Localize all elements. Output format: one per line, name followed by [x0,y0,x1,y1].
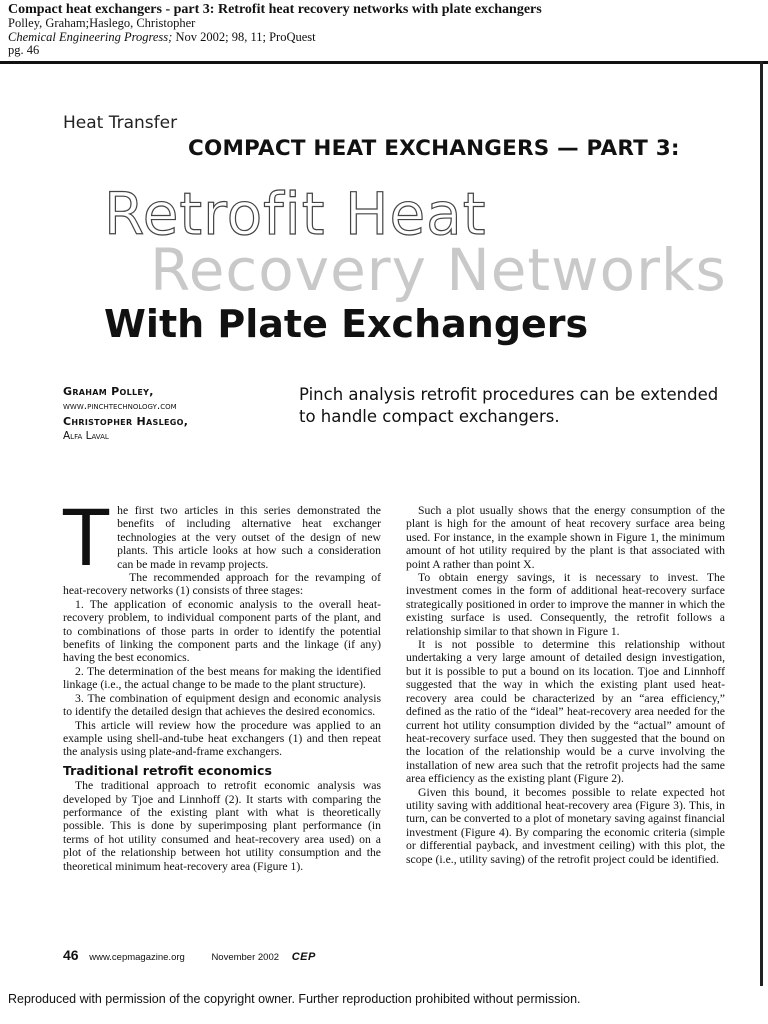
title-line-1: Retrofit Heat [104,180,487,248]
body-column-right [406,504,725,866]
body-column-left [61,492,381,873]
article-dek: Pinch analysis retrofit procedures can be extended to handle compact exchangers. [299,385,719,426]
author-name-1: Graham Polley, [63,385,154,398]
section-kicker: Heat Transfer [63,113,178,133]
body-paragraph: 1. The application of economic analysis to the overall heat-recovery problem, to individual component parts of the plant, and to combinations of those parts in order to identify the potential benefits of linking the component parts and the linkage (if any) having the best economics. [63,597,381,665]
citation-page: pg. 46 [8,43,40,57]
title-line-3: With Plate Exchangers [104,302,589,346]
citation-block [8,2,760,58]
citation-journal: Chemical Engineering Progress; [8,29,173,44]
citation-title: Compact heat exchangers - part 3: Retrofit heat recovery networks with plate exchangers [8,2,542,17]
footer-website: www.cepmagazine.org [89,952,185,963]
footer-magazine: CEP [291,951,316,963]
series-title: COMPACT HEAT EXCHANGERS — PART 3: [188,136,680,161]
body-paragraph: This article will review how the procedure was applied to an example using shell-and-tube heat exchangers (1) and then repeat the analysis using plate-and-frame exchangers. [63,718,381,759]
author-affiliation-2: Alfa Laval [63,430,109,442]
title-line-2: Recovery Networks [150,236,727,304]
body-paragraph: Such a plot usually shows that the energy consumption of the plant is high for the amount of heat recovery surface area being used. For instance, in the example shown in Figure 1, the minimum amount of hot utility required by the plant is that associated with point A rather than point X. [406,504,725,571]
citation-source [8,31,760,45]
citation-authors: Polley, Graham;Haslego, Christopher [8,16,196,30]
author-name-2: Christopher Haslego, [63,415,189,428]
author-affiliation-1: www.pinchtechnology.com [63,400,177,412]
body-paragraph: 2. The determination of the best means for making the identified linkage (i.e., the actual change to be made to the plant structure). [63,664,381,692]
body-paragraph: The traditional approach to retrofit economic analysis was developed by Tjoe and Linnhoff (2). It starts with comparing the performance of the existing plant with what is theoretically possible. This is done by superimposing plant performance (in terms of hot utility consumed and heat-recovery area used) on a plot of the relationship between hot utility consumption and the theoretical minimum heat-recovery area (Figure 1). [63,779,381,873]
copyright-notice: Reproduced with permission of the copyright owner. Further reproduction prohibited without permission. [8,992,581,1006]
citation-issue: Nov 2002; 98, 11; ProQuest [172,29,316,44]
body-paragraph: It is not possible to determine this relationship without undertaking a very large amount of detailed design investigation, but it is possible to put a bound on its location. Tjoe and Linnhoff suggested that the way in which the existing plant used heat-recovery area could be characterized by an “area efficiency,” defined as the ratio of the “ideal” heat-recovery area needed for the current hot utility consumption divided by the “actual” amount of heat-recovery surface used. They then suggested that the bound on the location of the relationship would be a curve involving the installation of new area such that the retrofit projects had the same area efficiency as the existing plant (Figure 2). [406,638,725,786]
page-number: 46 [63,947,79,963]
page-top-border [0,61,768,64]
page-footer [63,947,316,963]
body-paragraph: To obtain energy savings, it is necessary to invest. The investment comes in the form of additional heat-recovery surface strategically positioned in order to improve the manner in which the existing surface is used. Consequently, the retrofit follows a relationship similar to that shown in Figure 1. [406,571,725,638]
body-paragraph: Given this bound, it becomes possible to relate expected hot utility saving with additional heat-recovery area (Figure 3). This, in turn, can be converted to a plot of monetary saving against financial investment (Figure 4). By comparing the economic criteria (simple or differential payback, and investment ceiling) with this plot, the scope (i.e., utility saving) of the retrofit project could be identified. [406,785,725,866]
footer-date: November 2002 [211,952,280,963]
byline [63,384,188,444]
body-paragraph: he first two articles in this series demonstrated the benefits of including alternative heat exchanger technologies at the very outset of the design of new plants. This article looks at how such a consideration can be made in revamp projects. [117,504,381,571]
page-right-border [760,61,763,986]
section-heading: Traditional retrofit economics [63,762,272,778]
drop-cap: T [61,492,112,583]
body-paragraph: The recommended approach for the revamping of heat-recovery networks (1) consists of three stages: [63,571,381,598]
body-paragraph: 3. The combination of equipment design and economic analysis to identify the detailed design that achieves the desired economics. [63,691,381,719]
